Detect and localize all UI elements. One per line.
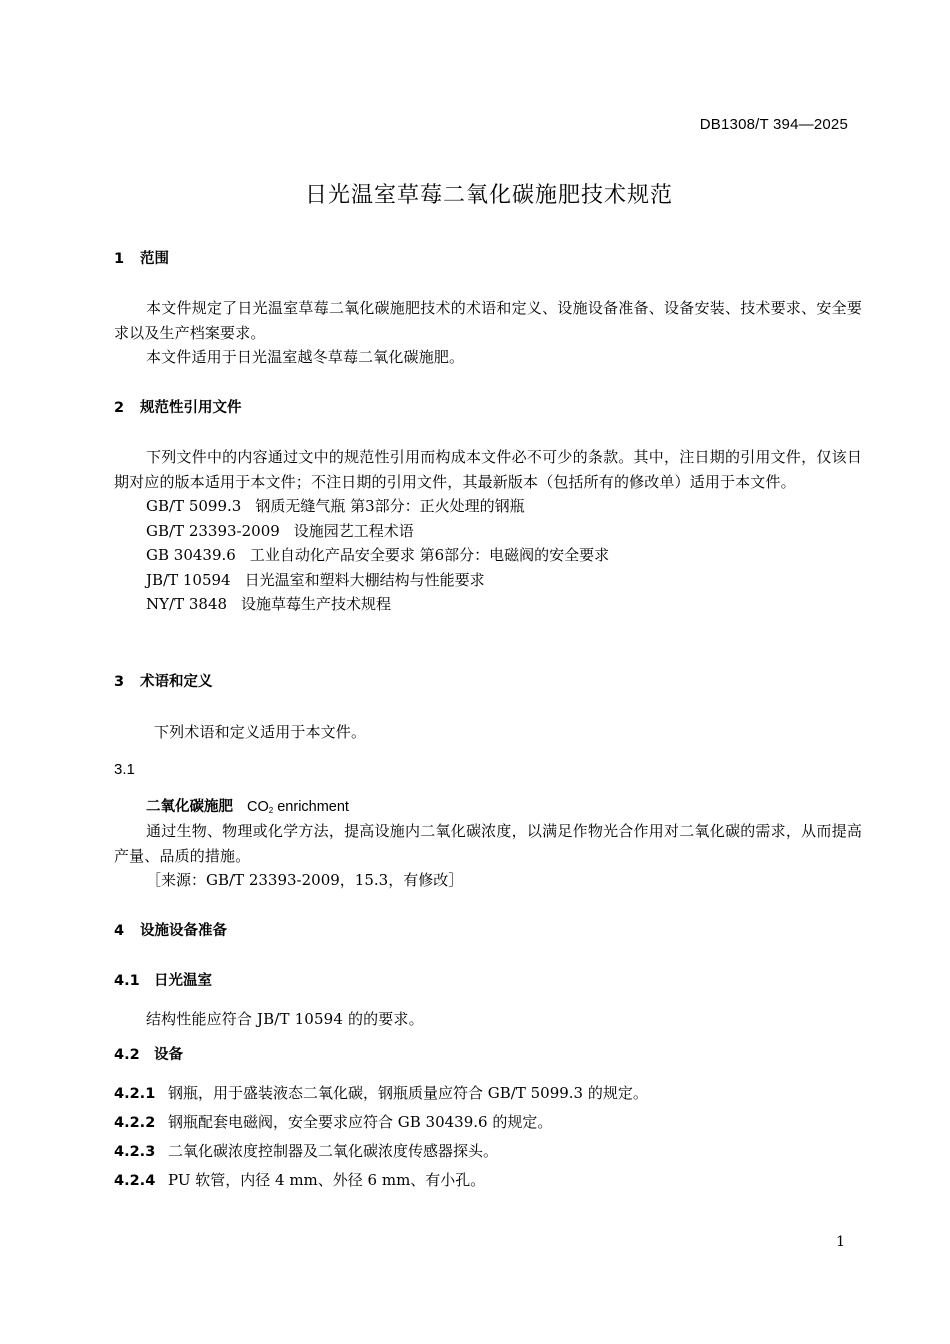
section-4-1-body	[114, 1007, 862, 1032]
reference-title: 设施园艺工程术语	[293, 521, 414, 540]
section-title: 规范性引用文件	[140, 400, 242, 416]
reference-title: 钢质无缝气瓶 第3部分：正火处理的钢瓶	[255, 497, 525, 515]
paragraph: 本文件规定了日光温室草莓二氧化碳施肥技术的术语和定义、设施设备准备、设备安装、技术要求、安全要求以及生产档案要求。	[114, 299, 862, 342]
reference-code: NY/T 3848	[146, 595, 228, 613]
reference-code: GB/T 23393-2009	[146, 521, 280, 540]
term-entry	[114, 797, 862, 821]
paragraph: 通过生物、物理或化学方法，提高设施内二氧化碳浓度，以满足作物光合作用对二氧化碳的需求，从而提高产量、品质的措施。	[114, 822, 862, 865]
section-number: 2	[114, 400, 125, 416]
section-3-heading	[114, 672, 862, 692]
term-en: $CO_2$ enrichment	[247, 799, 349, 815]
reference-title: 日光温室和塑料大棚结构与性能要求	[244, 570, 485, 589]
paragraph: 下列术语和定义适用于本文件。	[154, 723, 367, 741]
section-1-body	[114, 296, 862, 370]
section-4-2-heading	[114, 1045, 862, 1065]
reference-code: GB 30439.6	[146, 546, 236, 564]
term-name	[114, 797, 862, 821]
reference-code: GB/T 5099.3	[146, 497, 242, 515]
item-number: 4.2.1	[114, 1086, 156, 1102]
paragraph: 本文件适用于日光温室越冬草莓二氧化碳施肥。	[146, 348, 465, 366]
document-code: DB1308/T 394—2025	[699, 116, 848, 133]
item-number: 4.2.4	[114, 1173, 156, 1189]
item-text: 钢瓶配套电磁阀，安全要求应符合 GB 30439.6 的规定。	[168, 1113, 553, 1131]
section-2-heading	[114, 398, 862, 418]
section-title: 日光温室	[154, 973, 212, 989]
section-title: 范围	[140, 251, 169, 267]
document-title: 日光温室草莓二氧化碳施肥技术规范	[304, 183, 673, 208]
item-number: 4.2.3	[114, 1144, 156, 1160]
page-number: 1	[836, 1234, 845, 1250]
reference-item	[114, 543, 862, 568]
section-number: 4.2	[114, 1047, 140, 1063]
section-1-heading	[114, 249, 862, 269]
section-4-heading	[114, 921, 862, 941]
item-4-2-1	[114, 1083, 862, 1104]
term-source: ［来源：GB/T 23393-2009，15.3，有修改］	[146, 871, 464, 889]
term-number	[114, 760, 862, 780]
term-definition	[114, 819, 862, 893]
term-zh: 二氧化碳施肥	[146, 799, 233, 815]
item-number: 4.2.2	[114, 1115, 156, 1131]
section-2-body	[114, 445, 862, 617]
reference-item	[114, 494, 862, 519]
item-4-2-4	[114, 1170, 862, 1191]
reference-title: 设施草莓生产技术规程	[241, 595, 392, 613]
item-4-2-2	[114, 1112, 862, 1133]
section-number: 4.1	[114, 973, 140, 989]
reference-title: 工业自动化产品安全要求 第6部分：电磁阀的安全要求	[249, 546, 610, 564]
section-number: 3	[114, 674, 125, 690]
paragraph: 结构性能应符合 JB/T 10594 的的要求。	[146, 1010, 424, 1028]
section-number: 1	[114, 251, 125, 267]
section-title: 术语和定义	[140, 674, 213, 690]
item-text: PU 软管，内径 4 mm、外径 6 mm、有小孔。	[168, 1171, 486, 1189]
term-number-text: 3.1	[114, 761, 135, 778]
item-4-2-3	[114, 1141, 862, 1162]
section-title: 设施设备准备	[140, 923, 227, 939]
section-4-1-heading	[114, 971, 862, 991]
item-text: 钢瓶，用于盛装液态二氧化碳，钢瓶质量应符合 GB/T 5099.3 的规定。	[168, 1084, 648, 1102]
section-3-intro	[114, 720, 862, 745]
paragraph: 下列文件中的内容通过文中的规范性引用而构成本文件必不可少的条款。其中，注日期的引用文件，仅该日期对应的版本适用于本文件；不注日期的引用文件，其最新版本（包括所有的修改单）适用于本文件。	[114, 448, 862, 491]
reference-item	[114, 592, 862, 617]
section-number: 4	[114, 923, 125, 939]
item-text: 二氧化碳浓度控制器及二氧化碳浓度传感器探头。	[168, 1142, 499, 1160]
reference-item	[114, 568, 862, 593]
reference-item	[114, 519, 862, 544]
section-title: 设备	[154, 1047, 183, 1063]
reference-code: JB/T 10594	[146, 570, 231, 589]
